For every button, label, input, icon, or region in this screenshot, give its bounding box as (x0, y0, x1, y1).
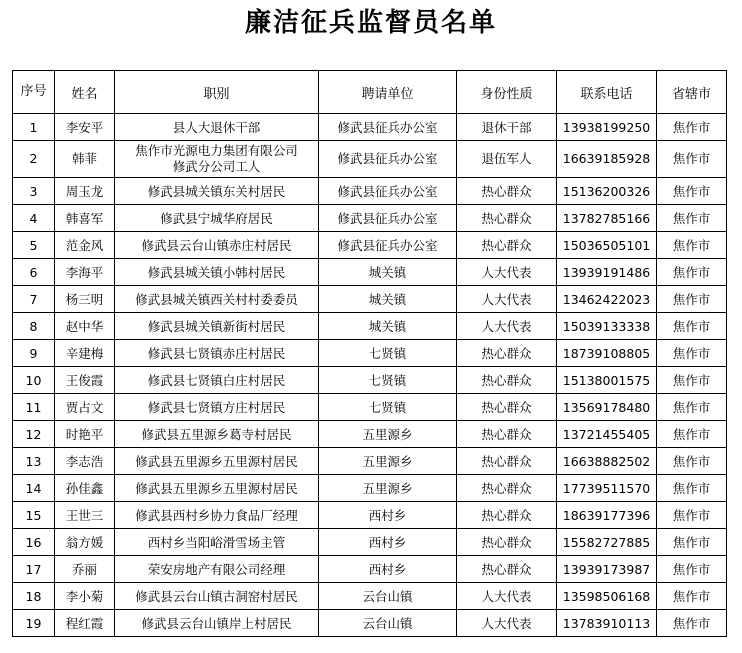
cell-identity: 退休干部 (457, 114, 557, 141)
cell-unit: 五里源乡 (319, 475, 457, 502)
cell-phone: 13462422023 (557, 286, 657, 313)
cell-identity: 热心群众 (457, 475, 557, 502)
cell-position (115, 583, 319, 610)
cell-no: 12 (13, 421, 55, 448)
cell-no: 11 (13, 394, 55, 421)
cell-no: 15 (13, 502, 55, 529)
cell-city: 焦作市 (657, 583, 727, 610)
cell-city: 焦作市 (657, 610, 727, 637)
cell-name: 王俊霞 (55, 367, 115, 394)
cell-position (115, 259, 319, 286)
position-line: 修武县五里源乡葛寺村居民 (141, 427, 292, 442)
column-header-position: 职别 (115, 71, 319, 114)
page-title: 廉洁征兵监督员名单 (244, 8, 497, 38)
cell-unit: 修武县征兵办公室 (319, 114, 457, 141)
cell-unit: 七贤镇 (319, 340, 457, 367)
table-row (13, 141, 727, 178)
cell-phone: 15039133338 (557, 313, 657, 340)
cell-identity: 人大代表 (457, 286, 557, 313)
position-line: 修武县城关镇新街村居民 (147, 319, 286, 334)
cell-no: 7 (13, 286, 55, 313)
position-line: 修武县七贤镇赤庄村居民 (147, 346, 286, 361)
position-line: 修武县城关镇小韩村居民 (147, 265, 286, 280)
cell-city: 焦作市 (657, 529, 727, 556)
cell-city: 焦作市 (657, 475, 727, 502)
cell-identity: 热心群众 (457, 367, 557, 394)
cell-no: 1 (13, 114, 55, 141)
cell-no: 17 (13, 556, 55, 583)
table-header-row (13, 71, 727, 114)
cell-unit: 城关镇 (319, 286, 457, 313)
cell-no: 19 (13, 610, 55, 637)
cell-unit: 城关镇 (319, 313, 457, 340)
table-row (13, 610, 727, 637)
cell-position (115, 141, 319, 178)
position-line: 荣安房地产有限公司经理 (147, 562, 286, 577)
cell-name: 辛建梅 (55, 340, 115, 367)
cell-phone: 13938199250 (557, 114, 657, 141)
cell-name: 韩菲 (55, 141, 115, 178)
position-line: 焦作市光源电力集团有限公司 (135, 143, 298, 158)
cell-identity: 退伍军人 (457, 141, 557, 178)
cell-name: 韩喜军 (55, 205, 115, 232)
cell-name: 赵中华 (55, 313, 115, 340)
cell-unit: 七贤镇 (319, 394, 457, 421)
cell-name: 周玉龙 (55, 178, 115, 205)
position-line-2: 修武分公司工人 (172, 159, 261, 174)
cell-identity: 热心群众 (457, 529, 557, 556)
cell-identity: 热心群众 (457, 421, 557, 448)
cell-position (115, 529, 319, 556)
cell-identity: 热心群众 (457, 448, 557, 475)
cell-name: 王世三 (55, 502, 115, 529)
cell-no: 3 (13, 178, 55, 205)
cell-unit: 云台山镇 (319, 610, 457, 637)
cell-identity: 人大代表 (457, 259, 557, 286)
cell-unit: 城关镇 (319, 259, 457, 286)
cell-unit: 西村乡 (319, 502, 457, 529)
column-header-city: 省辖市 (657, 71, 727, 114)
cell-phone: 15582727885 (557, 529, 657, 556)
cell-unit: 西村乡 (319, 529, 457, 556)
cell-position (115, 114, 319, 141)
cell-position (115, 421, 319, 448)
table-row (13, 232, 727, 259)
position-line: 修武县城关镇东关村居民 (147, 184, 286, 199)
cell-name: 范金风 (55, 232, 115, 259)
position-line: 修武县五里源乡五里源村居民 (135, 454, 298, 469)
cell-phone: 18639177396 (557, 502, 657, 529)
table-row (13, 529, 727, 556)
cell-phone: 13721455405 (557, 421, 657, 448)
position-line: 修武县七贤镇方庄村居民 (147, 400, 286, 415)
cell-city: 焦作市 (657, 556, 727, 583)
cell-identity: 热心群众 (457, 340, 557, 367)
table-row (13, 448, 727, 475)
position-line: 修武县宁城华府居民 (160, 211, 273, 226)
position-line: 西村乡当阳峪滑雪场主管 (147, 535, 286, 550)
cell-position (115, 475, 319, 502)
cell-city: 焦作市 (657, 232, 727, 259)
cell-no: 10 (13, 367, 55, 394)
table-row (13, 502, 727, 529)
position-line: 修武县七贤镇白庄村居民 (147, 373, 286, 388)
cell-no: 16 (13, 529, 55, 556)
cell-name: 翁方媛 (55, 529, 115, 556)
cell-unit: 修武县征兵办公室 (319, 232, 457, 259)
cell-identity: 人大代表 (457, 583, 557, 610)
table-row (13, 313, 727, 340)
table-row (13, 421, 727, 448)
table-row (13, 367, 727, 394)
cell-no: 18 (13, 583, 55, 610)
column-header-no: 序号 (13, 71, 55, 114)
cell-phone: 15036505101 (557, 232, 657, 259)
cell-position (115, 502, 319, 529)
cell-city: 焦作市 (657, 394, 727, 421)
cell-identity: 热心群众 (457, 232, 557, 259)
position-line: 修武县云台山镇岸上村居民 (141, 616, 292, 631)
cell-name: 李海平 (55, 259, 115, 286)
cell-unit: 七贤镇 (319, 367, 457, 394)
cell-no: 9 (13, 340, 55, 367)
position-line: 修武县城关镇西关村村委委员 (135, 292, 298, 307)
cell-phone: 15138001575 (557, 367, 657, 394)
table-row (13, 286, 727, 313)
table-row (13, 340, 727, 367)
cell-position (115, 340, 319, 367)
cell-city: 焦作市 (657, 367, 727, 394)
cell-unit: 修武县征兵办公室 (319, 141, 457, 178)
table-body (13, 114, 727, 637)
cell-phone: 15136200326 (557, 178, 657, 205)
cell-city: 焦作市 (657, 502, 727, 529)
cell-name: 时艳平 (55, 421, 115, 448)
table-row (13, 583, 727, 610)
cell-city: 焦作市 (657, 178, 727, 205)
column-header-name: 姓名 (55, 71, 115, 114)
cell-phone: 17739511570 (557, 475, 657, 502)
cell-identity: 人大代表 (457, 313, 557, 340)
cell-city: 焦作市 (657, 114, 727, 141)
cell-city: 焦作市 (657, 448, 727, 475)
cell-name: 李安平 (55, 114, 115, 141)
cell-phone: 13569178480 (557, 394, 657, 421)
cell-city: 焦作市 (657, 340, 727, 367)
table-row (13, 475, 727, 502)
cell-position (115, 232, 319, 259)
cell-no: 4 (13, 205, 55, 232)
cell-position (115, 286, 319, 313)
cell-unit: 五里源乡 (319, 448, 457, 475)
position-line: 修武县五里源乡五里源村居民 (135, 481, 298, 496)
cell-no: 5 (13, 232, 55, 259)
cell-unit: 西村乡 (319, 556, 457, 583)
column-header-identity: 身份性质 (457, 71, 557, 114)
cell-position (115, 556, 319, 583)
cell-name: 孙佳鑫 (55, 475, 115, 502)
cell-unit: 五里源乡 (319, 421, 457, 448)
cell-position (115, 367, 319, 394)
cell-name: 程红霞 (55, 610, 115, 637)
cell-unit: 云台山镇 (319, 583, 457, 610)
cell-identity: 热心群众 (457, 394, 557, 421)
position-line: 修武县云台山镇赤庄村居民 (141, 238, 292, 253)
cell-city: 焦作市 (657, 259, 727, 286)
cell-unit: 修武县征兵办公室 (319, 205, 457, 232)
cell-name: 贾占文 (55, 394, 115, 421)
cell-city: 焦作市 (657, 421, 727, 448)
cell-phone: 16638882502 (557, 448, 657, 475)
table-row (13, 114, 727, 141)
cell-identity: 人大代表 (457, 610, 557, 637)
cell-position (115, 394, 319, 421)
cell-phone: 18739108805 (557, 340, 657, 367)
table-row (13, 205, 727, 232)
cell-no: 8 (13, 313, 55, 340)
cell-name: 杨三明 (55, 286, 115, 313)
supervisor-table (12, 70, 727, 637)
position-line: 修武县西村乡协力食品厂经理 (135, 508, 298, 523)
cell-no: 14 (13, 475, 55, 502)
cell-identity: 热心群众 (457, 178, 557, 205)
cell-name: 乔丽 (55, 556, 115, 583)
table-row (13, 259, 727, 286)
cell-phone: 13782785166 (557, 205, 657, 232)
cell-no: 6 (13, 259, 55, 286)
cell-phone: 13939191486 (557, 259, 657, 286)
table-row (13, 394, 727, 421)
cell-city: 焦作市 (657, 313, 727, 340)
cell-city: 焦作市 (657, 286, 727, 313)
cell-no: 2 (13, 141, 55, 178)
column-header-phone: 联系电话 (557, 71, 657, 114)
cell-city: 焦作市 (657, 141, 727, 178)
cell-identity: 热心群众 (457, 205, 557, 232)
cell-phone: 13783910113 (557, 610, 657, 637)
column-header-unit: 聘请单位 (319, 71, 457, 114)
cell-phone: 13598506168 (557, 583, 657, 610)
cell-position (115, 448, 319, 475)
cell-position (115, 313, 319, 340)
cell-identity: 热心群众 (457, 502, 557, 529)
cell-city: 焦作市 (657, 205, 727, 232)
cell-no: 13 (13, 448, 55, 475)
cell-identity: 热心群众 (457, 556, 557, 583)
cell-position (115, 205, 319, 232)
cell-name: 李志浩 (55, 448, 115, 475)
cell-position (115, 178, 319, 205)
cell-unit: 修武县征兵办公室 (319, 178, 457, 205)
cell-phone: 13939173987 (557, 556, 657, 583)
cell-phone: 16639185928 (557, 141, 657, 178)
cell-position (115, 610, 319, 637)
position-line: 县人大退休干部 (172, 120, 261, 135)
position-line: 修武县云台山镇古洞窑村居民 (135, 589, 298, 604)
cell-name: 李小菊 (55, 583, 115, 610)
table-row (13, 556, 727, 583)
table-row (13, 178, 727, 205)
